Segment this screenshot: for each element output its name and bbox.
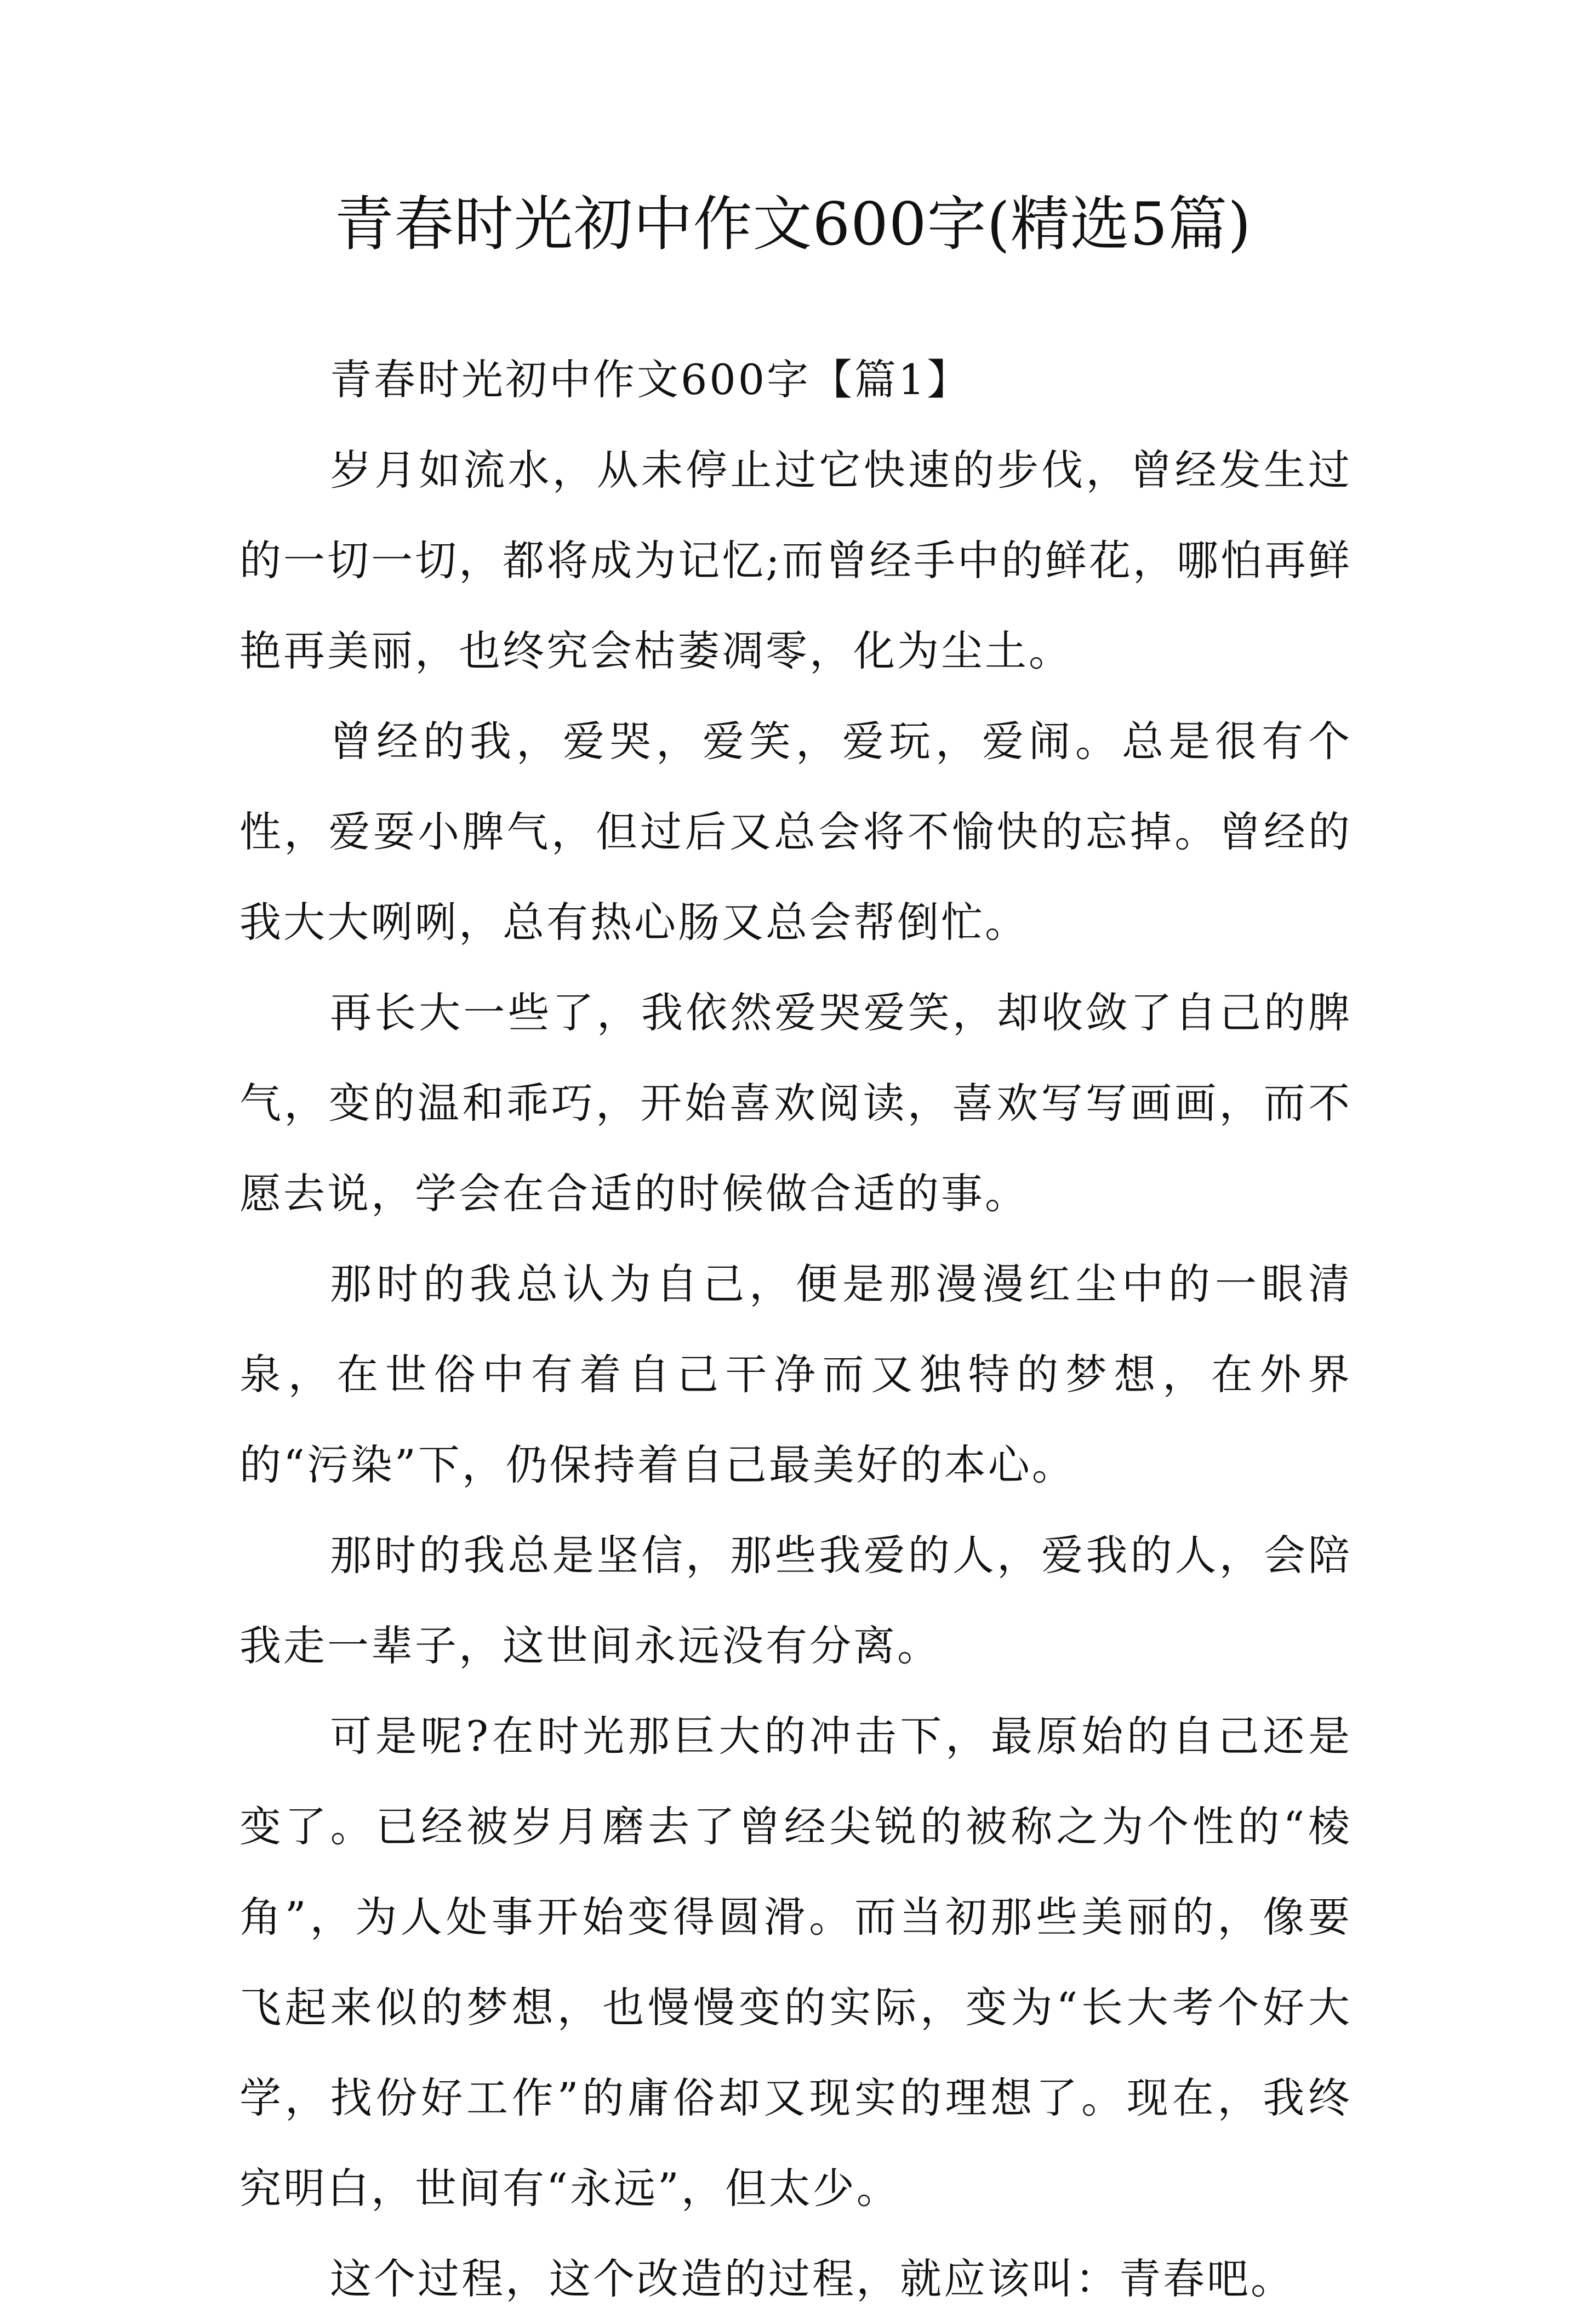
paragraph-2: 曾经的我，爱哭，爱笑，爱玩，爱闹。总是很有个性，爱耍小脾气，但过后又总会将不愉快的忘掉。曾经的我大大咧咧，总有热心肠又总会帮倒忙。 <box>239 717 1352 947</box>
paragraph-1: 岁月如流水，从未停止过它快速的步伐，曾经发生过的一切一切，都将成为记忆;而曾经手中的鲜花，哪怕再鲜艳再美丽，也终究会枯萎凋零，化为尘土。 <box>239 446 1352 675</box>
paragraph-7: 这个过程，这个改造的过程，就应该叫：青春吧。 <box>330 2254 1294 2303</box>
paragraph-3: 再长大一些了，我依然爱哭爱笑，却收敛了自己的脾气，变的温和乖巧，开始喜欢阅读，喜欢写写画画，而不愿去说，学会在合适的时候做合适的事。 <box>239 988 1352 1218</box>
document-title: 青春时光初中作文600字(精选5篇) <box>334 190 1252 259</box>
section-heading: 青春时光初中作文600字【篇1】 <box>330 355 971 404</box>
paragraph-4: 那时的我总认为自己，便是那漫漫红尘中的一眼清泉，在世俗中有着自己干净而又独特的梦想，在外界的“污染”下，仍保持着自己最美好的本心。 <box>239 1260 1352 1489</box>
paragraph-5: 那时的我总是坚信，那些我爱的人，爱我的人，会陪我走一辈子，这世间永远没有分离。 <box>239 1531 1352 1670</box>
paragraph-6: 可是呢?在时光那巨大的冲击下，最原始的自己还是变了。已经被岁月磨去了曾经尖锐的被称之为个性的“棱角”，为人处事开始变得圆滑。而当初那些美丽的，像要飞起来似的梦想，也慢慢变的实际，变为“长大考个好大学，找份好工作”的庸俗却又现实的理想了。现在，我终究明白，世间有“永远”，但太少。 <box>239 1712 1352 2213</box>
document-body <box>239 334 1352 2324</box>
